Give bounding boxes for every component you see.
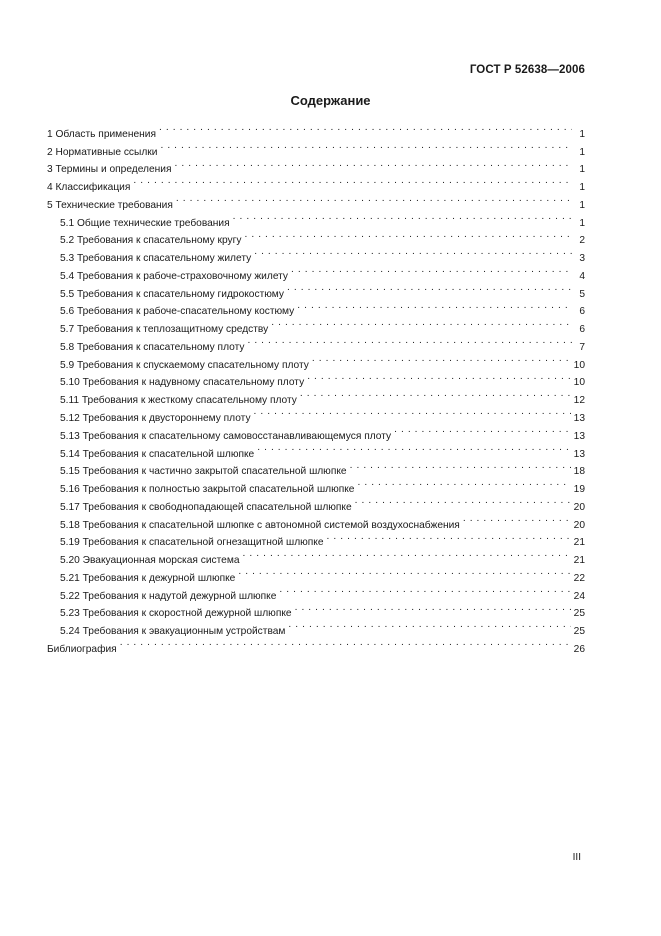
- toc-entry-label: 5.22 Требования к надутой дежурной шлюпке: [60, 590, 277, 602]
- toc-entry-label: 5.12 Требования к двустороннему плоту: [60, 413, 251, 425]
- dot-leader: [243, 545, 571, 563]
- toc-entry-page: 1: [579, 217, 585, 229]
- toc-entry-label: 5.18 Требования к спасательной шлюпке с автономной системой воздухоснабжения: [60, 519, 460, 531]
- dot-leader: [174, 155, 572, 173]
- toc-entry-label: 5.15 Требования к частично закрытой спасательной шлюпке: [60, 466, 347, 478]
- toc-entry-label: 5.8 Требования к спасательному плоту: [60, 341, 245, 353]
- dot-leader: [160, 137, 572, 155]
- toc-entry-page: 1: [579, 146, 585, 158]
- toc-entry-label: 3 Термины и определения: [47, 164, 172, 176]
- toc-entry-label: 5.2 Требования к спасательному кругу: [60, 235, 242, 247]
- dot-leader: [257, 439, 570, 457]
- dot-leader: [120, 634, 571, 652]
- dot-leader: [254, 243, 572, 261]
- dot-leader: [159, 119, 572, 137]
- toc-entry-page: 4: [579, 270, 585, 282]
- dot-leader: [295, 599, 571, 617]
- toc-entry-label: 5.16 Требования к полностью закрытой спасательной шлюпке: [60, 484, 355, 496]
- dot-leader: [233, 208, 572, 226]
- toc-entry-page: 10: [573, 377, 585, 389]
- dot-leader: [357, 474, 570, 492]
- toc-entry-page: 13: [573, 413, 585, 425]
- toc-entry-label: Библиография: [47, 643, 117, 655]
- toc-entry[interactable]: [47, 119, 585, 140]
- toc-entry-page: 1: [579, 164, 585, 176]
- dot-leader: [287, 279, 572, 297]
- toc-entry-page: 20: [573, 501, 585, 513]
- page-number: III: [572, 852, 581, 863]
- toc-entry-page: 25: [573, 626, 585, 638]
- dot-leader: [350, 457, 571, 475]
- toc-entry-page: 6: [579, 306, 585, 318]
- toc-entry-page: 18: [573, 466, 585, 478]
- dot-leader: [394, 421, 571, 439]
- dot-leader: [254, 403, 571, 421]
- toc-entry-label: 5.7 Требования к теплозащитному средству: [60, 324, 269, 336]
- toc-entry-label: 5.5 Требования к спасательному гидрокостюму: [60, 288, 284, 300]
- dot-leader: [238, 563, 570, 581]
- dot-leader: [291, 261, 572, 279]
- toc-entry-label: 5.3 Требования к спасательному жилету: [60, 253, 252, 265]
- toc-entry-page: 1: [579, 128, 585, 140]
- dot-leader: [176, 190, 572, 208]
- toc-entry-page: 21: [573, 537, 585, 549]
- dot-leader: [327, 528, 571, 546]
- toc-entry-label: 5.11 Требования к жесткому спасательному плоту: [60, 395, 297, 407]
- toc-entry-page: 12: [573, 395, 585, 407]
- toc-entry-page: 3: [579, 253, 585, 265]
- toc-entry-label: 5.10 Требования к надувному спасательному плоту: [60, 377, 305, 389]
- dot-leader: [271, 314, 572, 332]
- toc-entry-label: 5.13 Требования к спасательному самовосстанавливающемуся плоту: [60, 430, 392, 442]
- toc-entry-page: 24: [573, 590, 585, 602]
- toc-entry-label: 5.19 Требования к спасательной огнезащитной шлюпке: [60, 537, 324, 549]
- table-of-contents: [47, 119, 585, 655]
- toc-entry-label: 5.1 Общие технические требования: [60, 217, 230, 229]
- toc-entry-label: 1 Область применения: [47, 128, 156, 140]
- toc-entry-page: 20: [573, 519, 585, 531]
- toc-entry-page: 21: [573, 555, 585, 567]
- dot-leader: [244, 226, 572, 244]
- dot-leader: [307, 368, 570, 386]
- toc-entry-label: 5 Технические требования: [47, 199, 173, 211]
- toc-entry-page: 13: [573, 448, 585, 460]
- toc-entry-page: 26: [573, 643, 585, 655]
- dot-leader: [279, 581, 570, 599]
- toc-entry-page: 25: [573, 608, 585, 620]
- dot-leader: [247, 332, 572, 350]
- toc-entry[interactable]: [47, 634, 585, 655]
- toc-entry-page: 1: [579, 182, 585, 194]
- dot-leader: [355, 492, 571, 510]
- toc-entry-label: 5.6 Требования к рабоче-спасательному костюму: [60, 306, 295, 318]
- toc-entry-label: 5.20 Эвакуационная морская система: [60, 555, 240, 567]
- toc-entry-label: 5.21 Требования к дежурной шлюпке: [60, 572, 236, 584]
- toc-entry-label: 2 Нормативные ссылки: [47, 146, 158, 158]
- toc-entry-label: 5.14 Требования к спасательной шлюпке: [60, 448, 255, 460]
- toc-title: Содержание: [290, 93, 371, 108]
- toc-entry-page: 2: [579, 235, 585, 247]
- toc-entry-page: 19: [573, 484, 585, 496]
- toc-entry-label: 5.9 Требования к спускаемому спасательному плоту: [60, 359, 309, 371]
- dot-leader: [463, 510, 571, 528]
- toc-entry-page: 6: [579, 324, 585, 336]
- toc-entry-label: 4 Классификация: [47, 182, 131, 194]
- dot-leader: [312, 350, 571, 368]
- toc-entry-page: 1: [579, 199, 585, 211]
- toc-entry-label: 5.4 Требования к рабоче-страховочному жилету: [60, 270, 289, 282]
- toc-entry-page: 7: [579, 341, 585, 353]
- dot-leader: [300, 385, 571, 403]
- toc-entry-label: 5.17 Требования к свободнопадающей спасательной шлюпке: [60, 501, 352, 513]
- toc-entry-page: 22: [573, 572, 585, 584]
- toc-entry-page: 13: [573, 430, 585, 442]
- dot-leader: [288, 616, 570, 634]
- toc-entry-label: 5.23 Требования к скоростной дежурной шлюпке: [60, 608, 292, 620]
- toc-entry-page: 10: [573, 359, 585, 371]
- dot-leader: [133, 172, 572, 190]
- standard-code: ГОСТ Р 52638—2006: [469, 64, 585, 76]
- dot-leader: [297, 297, 572, 315]
- toc-entry-page: 5: [579, 288, 585, 300]
- toc-entry-label: 5.24 Требования к эвакуационным устройствам: [60, 626, 286, 638]
